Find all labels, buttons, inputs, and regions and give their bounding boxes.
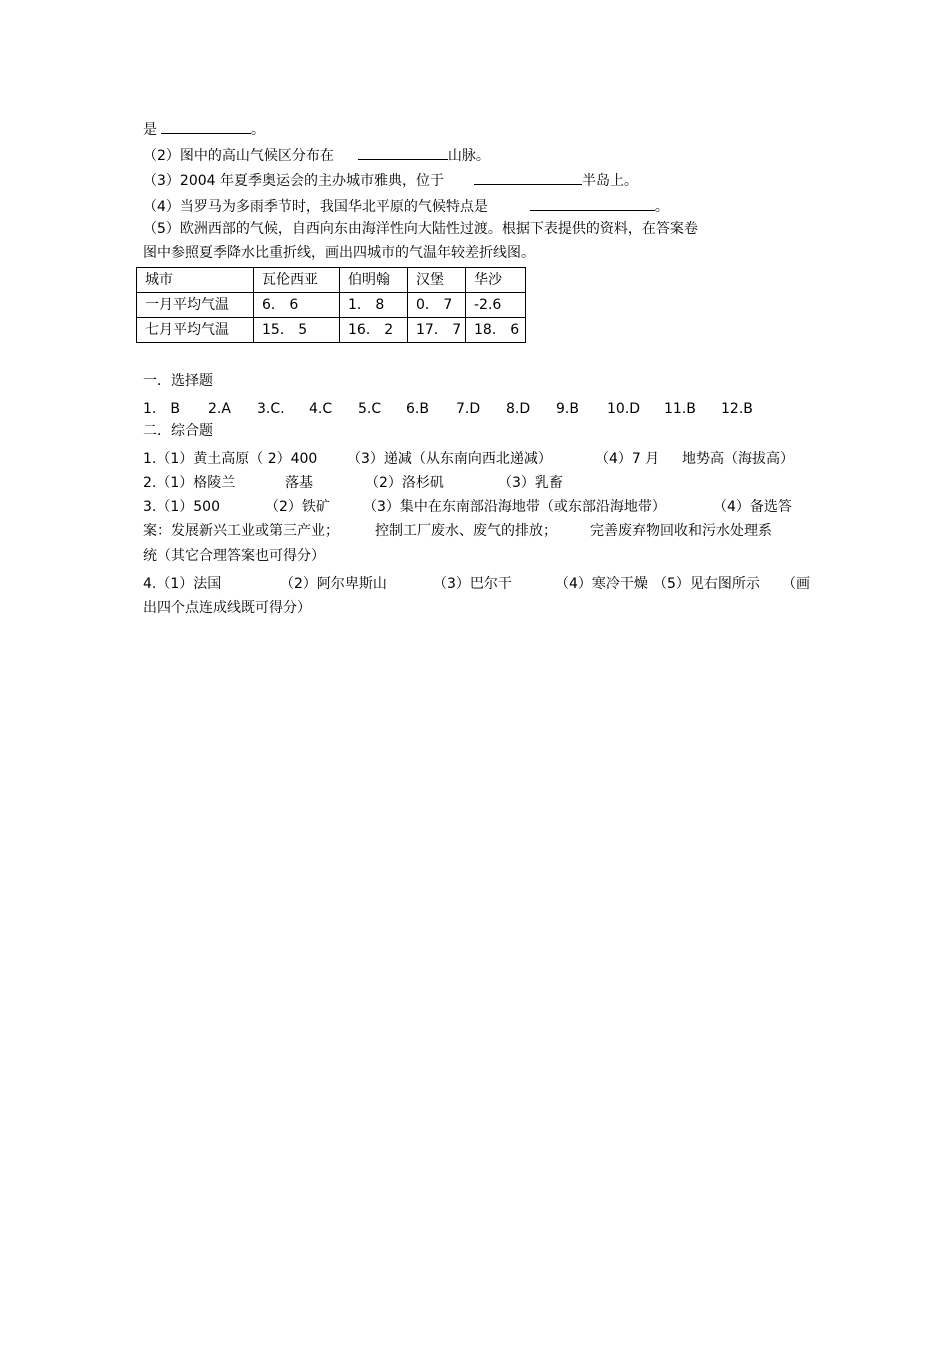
choice-answer: 2.A <box>208 401 231 417</box>
table-cell: 16． 2 <box>340 318 408 343</box>
choice-answer: 11.B <box>664 401 696 417</box>
question-5-line-2: 图中参照夏季降水比重折线，画出四城市的气温年较差折线图。 <box>143 245 535 261</box>
table-cell: 1． 8 <box>340 293 408 318</box>
choice-answer: 1. B <box>143 401 180 417</box>
choice-answer: 5.C <box>358 401 382 417</box>
answer-blank <box>474 170 582 185</box>
answer-blank <box>530 196 655 211</box>
table-row <box>137 318 526 343</box>
table-header-cell: 伯明翰 <box>340 268 408 293</box>
table-cell: 一月平均气温 <box>137 293 254 318</box>
answer-3-line-3: 统（其它合理答案也可得分） <box>143 548 325 564</box>
answer-blank <box>358 145 448 160</box>
question-2: （2）图中的高山气候区分布在 山脉。 <box>143 145 490 165</box>
choice-answer: 8.D <box>506 401 531 417</box>
table-header-cell: 汉堡 <box>408 268 466 293</box>
choice-answer: 9.B <box>556 401 579 417</box>
table-cell: 17． 7 <box>408 318 466 343</box>
answer-4-line-1: 4.（1）法国 （2）阿尔卑斯山 （3）巴尔干 （4）寒冷干燥 （5）见右图所示 （画 <box>143 576 810 592</box>
choice-answer: 4.C <box>309 401 333 417</box>
answer-1: 1.（1）黄土高原（ 2）400 （3）递减（从东南向西北递减） （4）7 月 地势高（海拔高） <box>143 451 794 467</box>
question-1-end: 是 。 <box>143 119 265 139</box>
table-cell: 15． 5 <box>254 318 340 343</box>
choice-answer: 7.D <box>456 401 481 417</box>
table-header-row <box>137 268 526 293</box>
section-2-title: 二．综合题 <box>143 423 213 439</box>
answer-blank <box>161 119 251 134</box>
section-1-title: 一．选择题 <box>143 373 213 389</box>
answer-2: 2.（1）格陵兰 落基 （2）洛杉矶 （3）乳畜 <box>143 475 563 491</box>
choice-answer: 10.D <box>607 401 641 417</box>
choice-answer: 6.B <box>406 401 429 417</box>
table-cell: 18． 6 <box>466 318 526 343</box>
choice-answer: 12.B <box>721 401 753 417</box>
question-5-line-1: （5）欧洲西部的气候，自西向东由海洋性向大陆性过渡。根据下表提供的资料，在答案卷 <box>143 221 698 237</box>
table-row <box>137 293 526 318</box>
climate-table <box>136 267 526 343</box>
table-header-cell: 瓦伦西亚 <box>254 268 340 293</box>
table-cell: 七月平均气温 <box>137 318 254 343</box>
question-4: （4）当罗马为多雨季节时，我国华北平原的气候特点是 。 <box>143 196 669 216</box>
table-cell: 0． 7 <box>408 293 466 318</box>
answer-3-line-2: 案：发展新兴工业或第三产业； 控制工厂废水、废气的排放； 完善废弃物回收和污水处理系 <box>143 523 772 539</box>
answer-3-line-1: 3.（1）500 （2）铁矿 （3）集中在东南部沿海地带（或东部沿海地带） （4）备选答 <box>143 499 792 515</box>
table-header-cell: 华沙 <box>466 268 526 293</box>
choice-answers <box>143 400 753 418</box>
choice-answer: 3.C. <box>257 401 285 417</box>
question-3: （3）2004 年夏季奥运会的主办城市雅典，位于 半岛上。 <box>143 170 638 190</box>
table-header-cell: 城市 <box>137 268 254 293</box>
table-cell: 6． 6 <box>254 293 340 318</box>
answer-4-line-2: 出四个点连成线既可得分） <box>143 600 311 616</box>
table-cell: -2.6 <box>466 293 526 318</box>
